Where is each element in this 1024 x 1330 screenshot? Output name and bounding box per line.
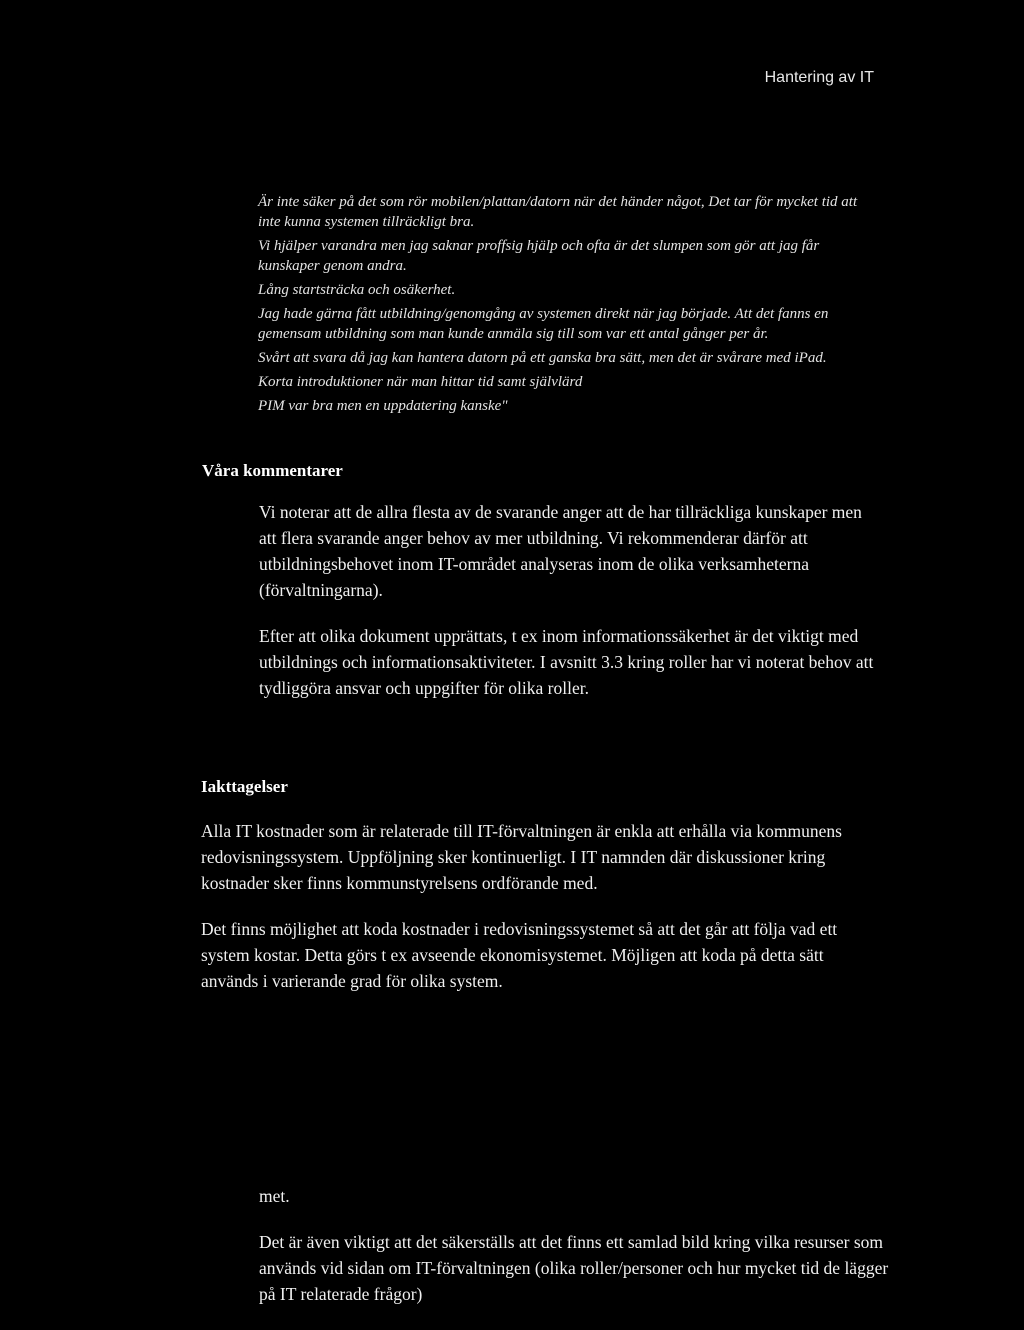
- survey-quote: Lång startsträcka och osäkerhet.: [258, 282, 456, 298]
- comments-heading: Våra kommentarer: [202, 461, 343, 480]
- survey-quote: Korta introduktioner när man hittar tid samt självlärd: [258, 374, 583, 390]
- tail-paragraph: met.: [259, 1186, 290, 1206]
- observations-paragraph: Alla IT kostnader som är relaterade till IT-förvaltningen är enkla att erhålla via kommunens redovisningssystem. Uppföljning sker kontinuerligt. I IT namnden där diskussioner kring kostnader sker finns kommunstyrelsens ordförande med.: [201, 821, 842, 893]
- survey-quote: PIM var bra men en uppdatering kanske": [258, 398, 508, 414]
- tail-section: [259, 1183, 899, 1307]
- comments-paragraph: Efter att olika dokument upprättats, t ex inom informationssäkerhet är det viktigt med utbildnings och informationsaktiviteter. I avsnitt 3.3 kring roller har vi noterat behov att tydliggöra ansvar och uppgifter för olika roller.: [259, 626, 874, 698]
- observations-section: [201, 818, 871, 994]
- observations-paragraph: Det finns möjlighet att koda kostnader i redovisningssystemet så att det går att följa vad ett system kostar. Detta görs t ex avseende ekonomisystemet. Möjligen att koda på detta sätt används i varierande grad för olika system.: [201, 919, 838, 991]
- survey-quote: Är inte säker på det som rör mobilen/plattan/datorn när det händer något, Det tar för mycket tid att inte kunna systemen tillräckligt bra.: [258, 194, 858, 230]
- survey-quote: Vi hjälper varandra men jag saknar proffsig hjälp och ofta är det slumpen som gör att jag får kunskaper genom andra.: [258, 238, 820, 274]
- comments-paragraph: Vi noterar att de allra flesta av de svarande anger att de har tillräckliga kunskaper men att flera svarande anger behov av mer utbildning. Vi rekommenderar därför att utbildningsbehovet inom IT-området analyseras inom de olika verksamheterna (förvaltningarna).: [259, 502, 862, 600]
- tail-paragraph: Det är även viktigt att det säkerställs att det finns ett samlad bild kring vilka resurser som används vid sidan om IT-förvaltningen (olika roller/personer och hur mycket tid de lägger på IT relaterade frågor): [259, 1232, 889, 1304]
- running-header: Hantering av IT: [764, 69, 874, 86]
- survey-quote: Svårt att svara då jag kan hantera datorn på ett ganska bra sätt, men det är svårare med iPad.: [258, 350, 827, 366]
- survey-quote: Jag hade gärna fått utbildning/genomgång av systemen direkt när jag började. Att det fanns en gemensam utbildning som man kunde anmäla sig till som var ett antal gånger per år.: [258, 306, 829, 342]
- observations-heading: Iakttagelser: [201, 777, 288, 796]
- survey-quotes: [258, 192, 873, 420]
- comments-section: [259, 499, 879, 701]
